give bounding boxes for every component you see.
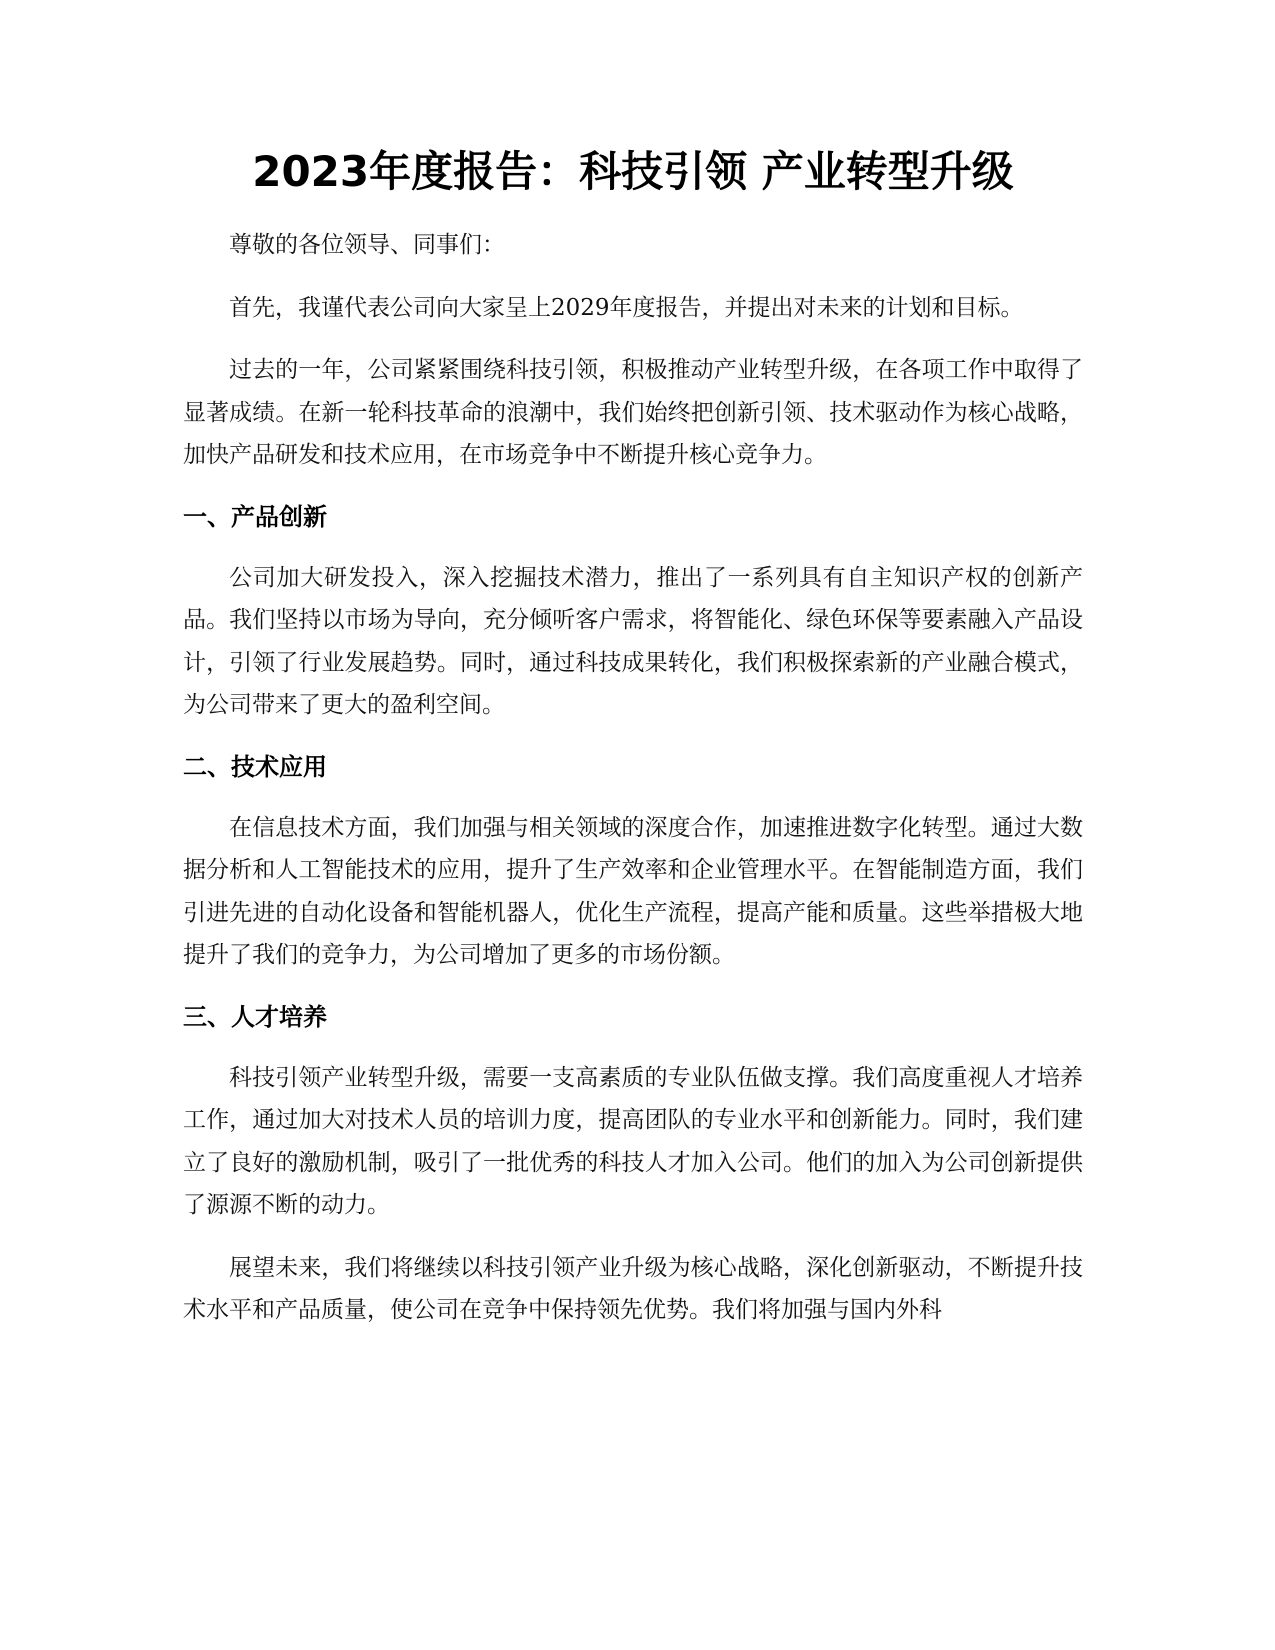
intro-paragraph: 首先，我谨代表公司向大家呈上2029年度报告，并提出对未来的计划和目标。 bbox=[229, 294, 1024, 321]
section-body-product-innovation: 公司加大研发投入，深入挖掘技术潜力，推出了一系列具有自主知识产权的创新产品。我们坚持以市场为导向，充分倾听客户需求，将智能化、绿色环保等要素融入产品设计，引领了行业发展趋势。同时，通过科技成果转化，我们积极探索新的产业融合模式，为公司带来了更大的盈利空间。 bbox=[183, 564, 1083, 718]
section-heading-talent-cultivation: 三、人才培养 bbox=[183, 1002, 327, 1031]
document-body bbox=[183, 140, 1083, 1332]
salutation-paragraph: 尊敬的各位领导、同事们： bbox=[229, 232, 505, 258]
section-heading-product-innovation: 一、产品创新 bbox=[183, 502, 327, 531]
outlook-paragraph: 展望未来，我们将继续以科技引领产业升级为核心战略，深化创新驱动，不断提升技术水平和产品质量，使公司在竞争中保持领先优势。我们将加强与国内外科 bbox=[183, 1254, 1083, 1323]
section-heading-technology-application: 二、技术应用 bbox=[183, 752, 327, 781]
section-body-talent-cultivation: 科技引领产业转型升级，需要一支高素质的专业队伍做支撑。我们高度重视人才培养工作，通过加大对技术人员的培训力度，提高团队的专业水平和创新能力。同时，我们建立了良好的激励机制，吸引了一批优秀的科技人才加入公司。他们的加入为公司创新提供了源源不断的动力。 bbox=[183, 1064, 1083, 1218]
past-year-paragraph: 过去的一年，公司紧紧围绕科技引领，积极推动产业转型升级，在各项工作中取得了显著成绩。在新一轮科技革命的浪潮中，我们始终把创新引领、技术驱动作为核心战略，加快产品研发和技术应用，在市场竞争中不断提升核心竞争力。 bbox=[183, 357, 1083, 468]
page-title: 2023年度报告：科技引领 产业转型升级 bbox=[252, 147, 1014, 196]
section-body-technology-application: 在信息技术方面，我们加强与相关领域的深度合作，加速推进数字化转型。通过大数据分析和人工智能技术的应用，提升了生产效率和企业管理水平。在智能制造方面，我们引进先进的自动化设备和智能机器人，优化生产流程，提高产能和质量。这些举措极大地提升了我们的竞争力，为公司增加了更多的市场份额。 bbox=[183, 814, 1083, 968]
